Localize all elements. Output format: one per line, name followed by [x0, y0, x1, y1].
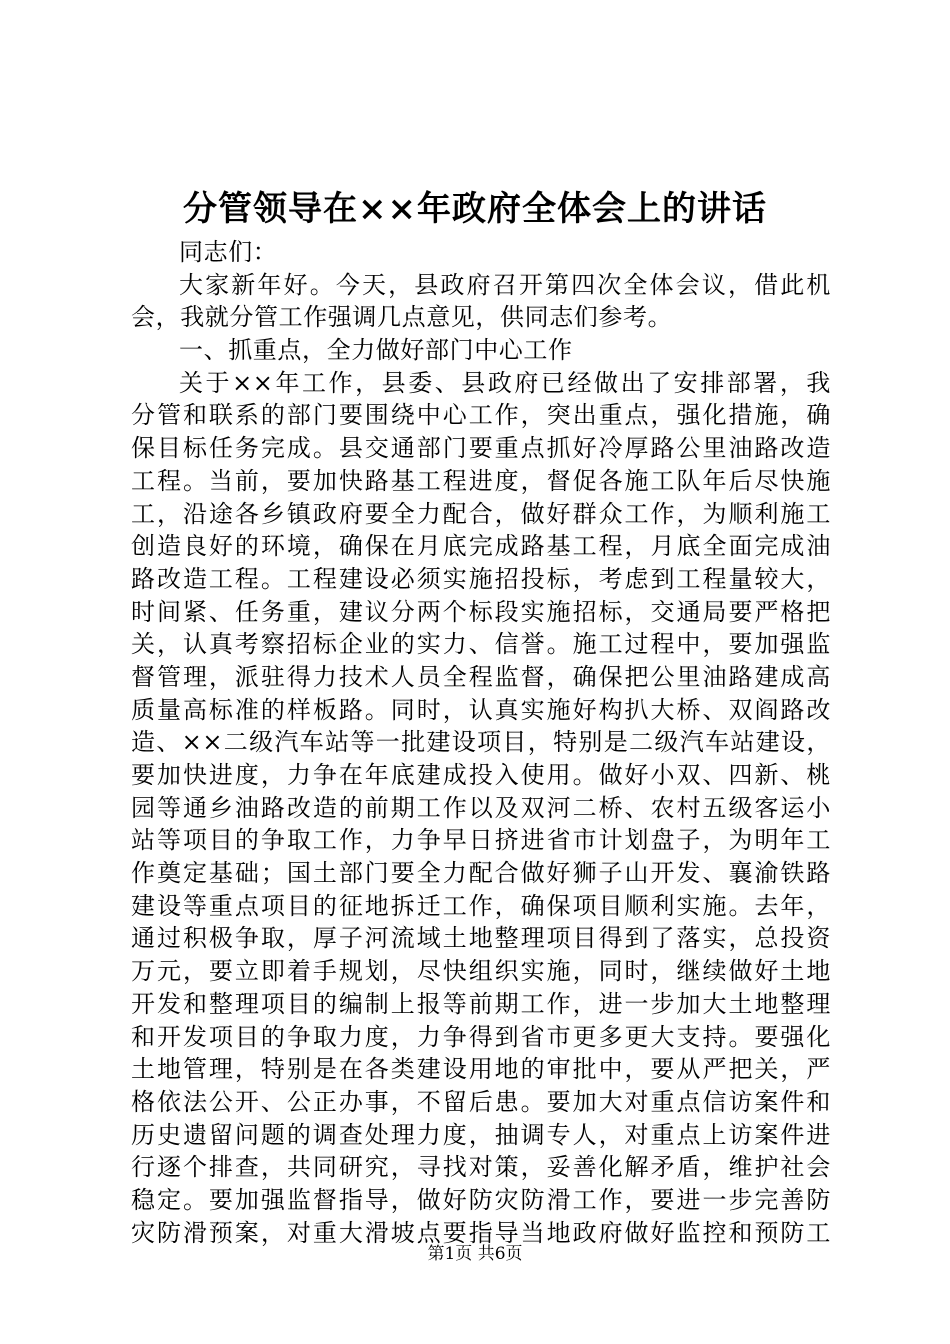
body-line: 大家新年好。今天，县政府召开第四次全体会议，借此机: [179, 270, 831, 299]
body-line: 通过积极争取，厚子河流域土地整理项目得到了落实，总投资: [131, 924, 831, 953]
body-line: 稳定。要加强监督指导，做好防灾防滑工作，要进一步完善防: [131, 1185, 831, 1214]
body-line: 质量高标准的样板路。同时，认真实施好构扒大桥、双阎路改: [131, 695, 831, 724]
body-line: 保目标任务完成。县交通部门要重点抓好冷厚路公里油路改造: [131, 434, 831, 463]
body-line: 和开发项目的争取力度，力争得到省市更多更大支持。要强化: [131, 1022, 831, 1051]
body-line: 灾防滑预案，对重大滑坡点要指导当地政府做好监控和预防工: [131, 1218, 831, 1247]
page-number-footer: 第1页 共6页: [427, 1244, 523, 1264]
body-line: 格依法公开、公正办事，不留后患。要加大对重点信访案件和: [131, 1087, 831, 1116]
body-line: 关于××年工作，县委、县政府已经做出了安排部署，我: [179, 368, 831, 397]
body-line: 要加快进度，力争在年底建成投入使用。做好小双、四新、桃: [131, 761, 831, 789]
body-line: 路改造工程。工程建设必须实施招投标，考虑到工程量较大，: [131, 564, 831, 593]
body-line: 土地管理，特别是在各类建设用地的审批中，要从严把关，严: [131, 1055, 831, 1084]
body-line: 关，认真考察招标企业的实力、信誉。施工过程中，要加强监: [131, 630, 831, 659]
body-line: 行逐个排查，共同研究，寻找对策，妥善化解矛盾，维护社会: [131, 1153, 831, 1182]
body-line: 会，我就分管工作强调几点意见，供同志们参考。: [131, 303, 673, 332]
body-line: 园等通乡油路改造的前期工作以及双河二桥、农村五级客运小: [131, 793, 831, 822]
body-line: 作奠定基础；国土部门要全力配合做好狮子山开发、襄渝铁路: [131, 859, 831, 888]
body-line: 工，沿途各乡镇政府要全力配合，做好群众工作，为顺利施工: [131, 499, 831, 528]
body-line: 开发和整理项目的编制上报等前期工作，进一步加大土地整理: [131, 989, 831, 1018]
body-line: 站等项目的争取工作，力争早日挤进省市计划盘子，为明年工: [131, 826, 831, 855]
body-line: 建设等重点项目的征地拆迁工作，确保项目顺利实施。去年，: [131, 891, 831, 920]
body-line: 分管和联系的部门要围绕中心工作，突出重点，强化措施，确: [131, 401, 831, 430]
document-body: [131, 236, 831, 1249]
body-line: 万元，要立即着手规划，尽快组织实施，同时，继续做好土地: [131, 957, 831, 986]
body-line: 造、××二级汽车站等一批建设项目，特别是二级汽车站建设，: [131, 728, 831, 757]
document-title: 分管领导在××年政府全体会上的讲话: [183, 189, 767, 229]
section-heading: 一、抓重点，全力做好部门中心工作: [179, 336, 573, 365]
body-line: 历史遗留问题的调查处理力度，抽调专人，对重点上访案件进: [131, 1120, 831, 1149]
salutation-line: 同志们：: [179, 238, 278, 266]
body-line: 工程。当前，要加快路基工程进度，督促各施工队年后尽快施: [131, 466, 831, 495]
body-line: 时间紧、任务重，建议分两个标段实施招标，交通局要严格把: [131, 597, 831, 626]
body-line: 创造良好的环境，确保在月底完成路基工程，月底全面完成油: [131, 532, 831, 561]
body-line: 督管理，派驻得力技术人员全程监督，确保把公里油路建成高: [131, 662, 831, 691]
